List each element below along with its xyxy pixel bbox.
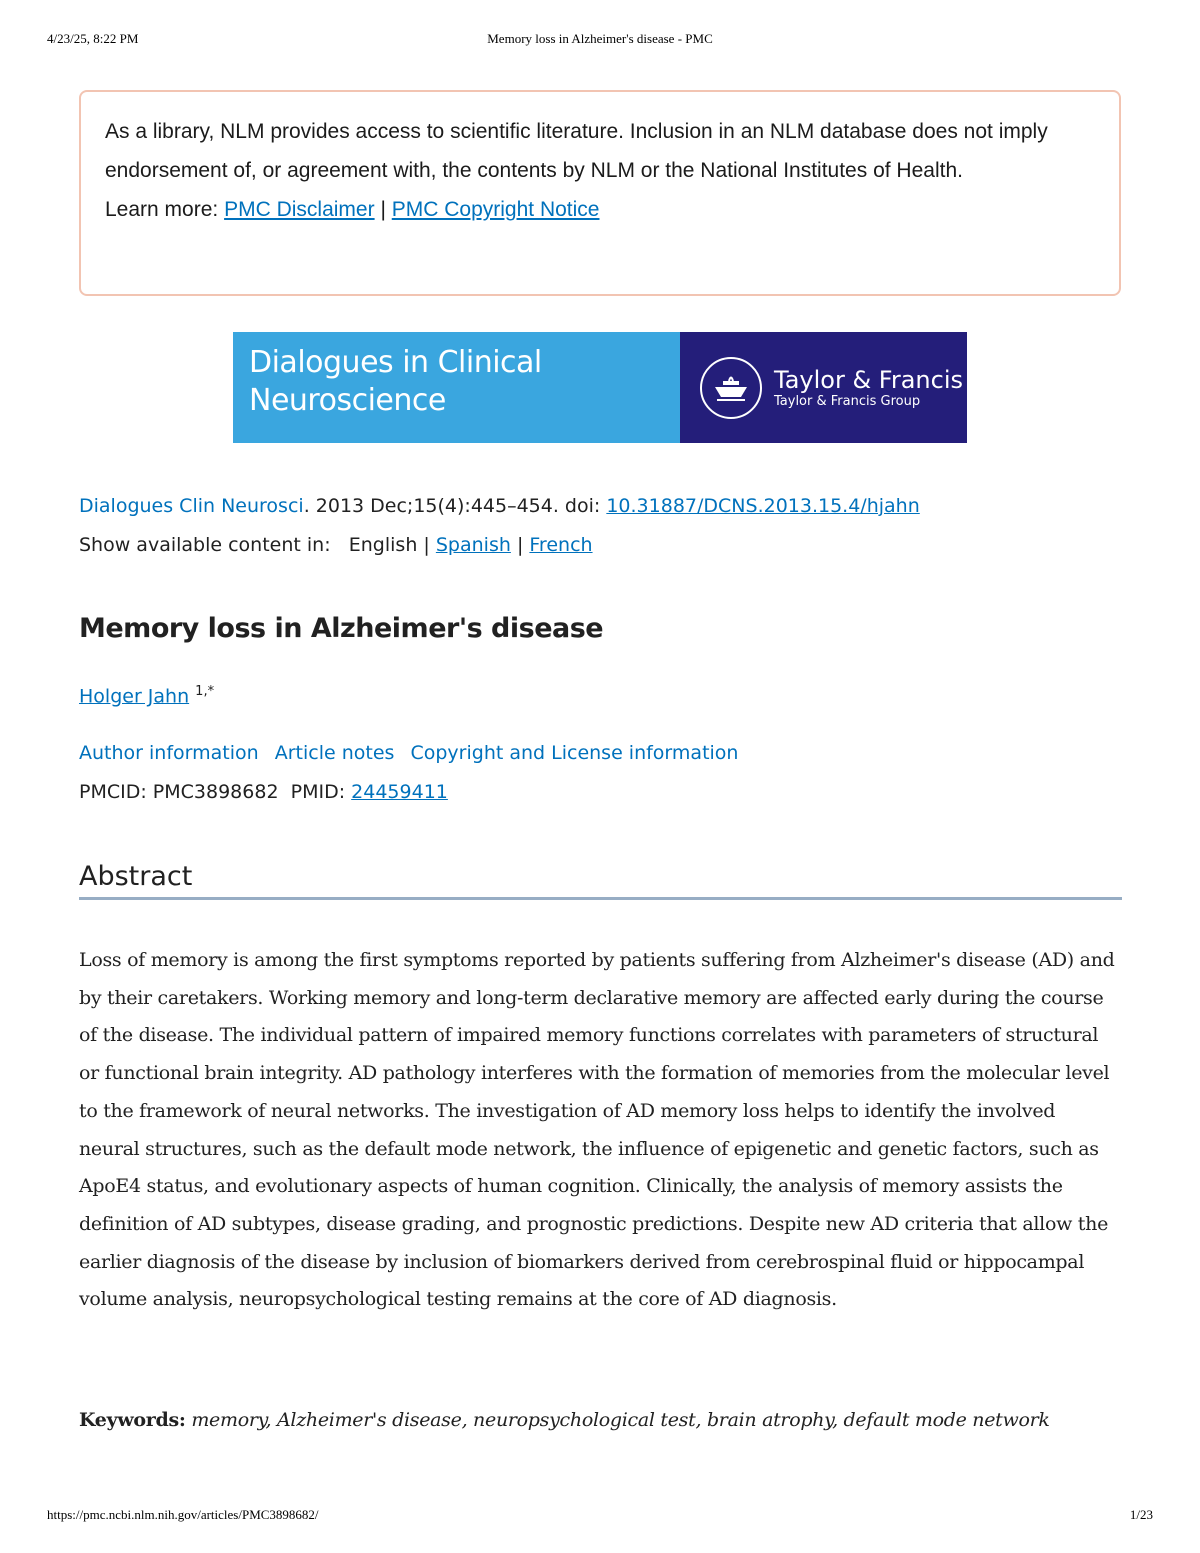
nlm-disclaimer-notice (79, 90, 1121, 296)
pmc-copyright-link[interactable]: PMC Copyright Notice (391, 198, 600, 221)
pmcid: PMCID: PMC3898682 (79, 781, 279, 803)
language-label: Show available content in: (79, 534, 331, 556)
abstract-heading: Abstract (79, 861, 193, 892)
publisher-name: Taylor & Francis (774, 365, 963, 394)
keywords-list: memory, Alzheimer's disease, neuropsychological test, brain atrophy, default mode network (191, 1409, 1050, 1431)
taylor-francis-lamp-icon (700, 357, 762, 419)
article-title: Memory loss in Alzheimer's disease (79, 613, 604, 644)
abstract-text: Loss of memory is among the first symptoms reported by patients suffering from Alzheimer's disease (AD) and by their caretakers. Working memory and long-term declarative memory are affected early during the course of the disease. The individual pattern of impaired memory functions correlates with parameters of structural or functional brain integrity. AD pathology interferes with the formation of memories from the molecular level to the framework of neural networks. The investigation of AD memory loss helps to identify the involved neural structures, such as the default mode network, the influence of epigenetic and genetic factors, such as ApoE4 status, and evolutionary aspects of human cognition. Clinically, the analysis of memory assists the definition of AD subtypes, disease grading, and prognostic predictions. Despite new AD criteria that allow the earlier diagnosis of the disease by inclusion of biomarkers derived from cerebrospinal fluid or hippocampal volume analysis, neuropsychological testing remains at the core of AD diagnosis. (79, 949, 1115, 1311)
author-affiliation-marker: 1,* (195, 684, 215, 699)
journal-banner[interactable] (233, 332, 967, 443)
author-line (79, 677, 214, 711)
article-info-links (79, 740, 748, 766)
notice-learn-more (105, 190, 1095, 229)
language-sep: | (516, 534, 524, 556)
language-sep: | (423, 534, 430, 556)
copyright-license-toggle[interactable]: Copyright and License information (410, 742, 739, 764)
notice-text: As a library, NLM provides access to scientific literature. Inclusion in an NLM database does not imply endorsement of, or agreement with, the contents by NLM or the National Institutes of Health. (105, 120, 1048, 182)
abstract-divider (79, 897, 1122, 900)
language-current: English (348, 534, 418, 556)
citation-line (79, 493, 920, 519)
pmc-disclaimer-link[interactable]: PMC Disclaimer (224, 198, 375, 221)
language-option-french[interactable]: French (529, 534, 593, 556)
print-page-title: Memory loss in Alzheimer's disease - PMC (487, 31, 713, 46)
publisher-logo (680, 332, 967, 443)
pmid-link[interactable]: 24459411 (351, 781, 448, 803)
citation-details: . 2013 Dec;15(4):445–454. doi: (303, 495, 607, 517)
link-separator: | (380, 198, 386, 221)
language-selector (79, 532, 593, 558)
journal-name-line1: Dialogues in Clinical (249, 345, 542, 380)
journal-abbrev[interactable]: Dialogues Clin Neurosci (79, 495, 304, 517)
journal-name-line2: Neuroscience (249, 383, 446, 418)
keywords (79, 1402, 1050, 1439)
article-ids (79, 779, 448, 805)
language-option-spanish[interactable]: Spanish (435, 534, 511, 556)
journal-banner-title (233, 332, 680, 443)
author-link[interactable]: Holger Jahn (79, 685, 190, 708)
print-url: https://pmc.ncbi.nlm.nih.gov/articles/PMC3898682/ (47, 1507, 319, 1522)
article-notes-toggle[interactable]: Article notes (274, 742, 395, 764)
publisher-group: Taylor & Francis Group (774, 393, 921, 409)
doi-link[interactable]: 10.31887/DCNS.2013.15.4/hjahn (606, 495, 920, 517)
print-page-number: 1/23 (1129, 1507, 1153, 1522)
print-datetime: 4/23/25, 8:22 PM (47, 31, 139, 46)
keywords-label: Keywords: (79, 1409, 186, 1431)
learn-more-label: Learn more: (105, 198, 219, 221)
author-information-toggle[interactable]: Author information (79, 742, 259, 764)
pmid-label: PMID: (290, 781, 346, 803)
